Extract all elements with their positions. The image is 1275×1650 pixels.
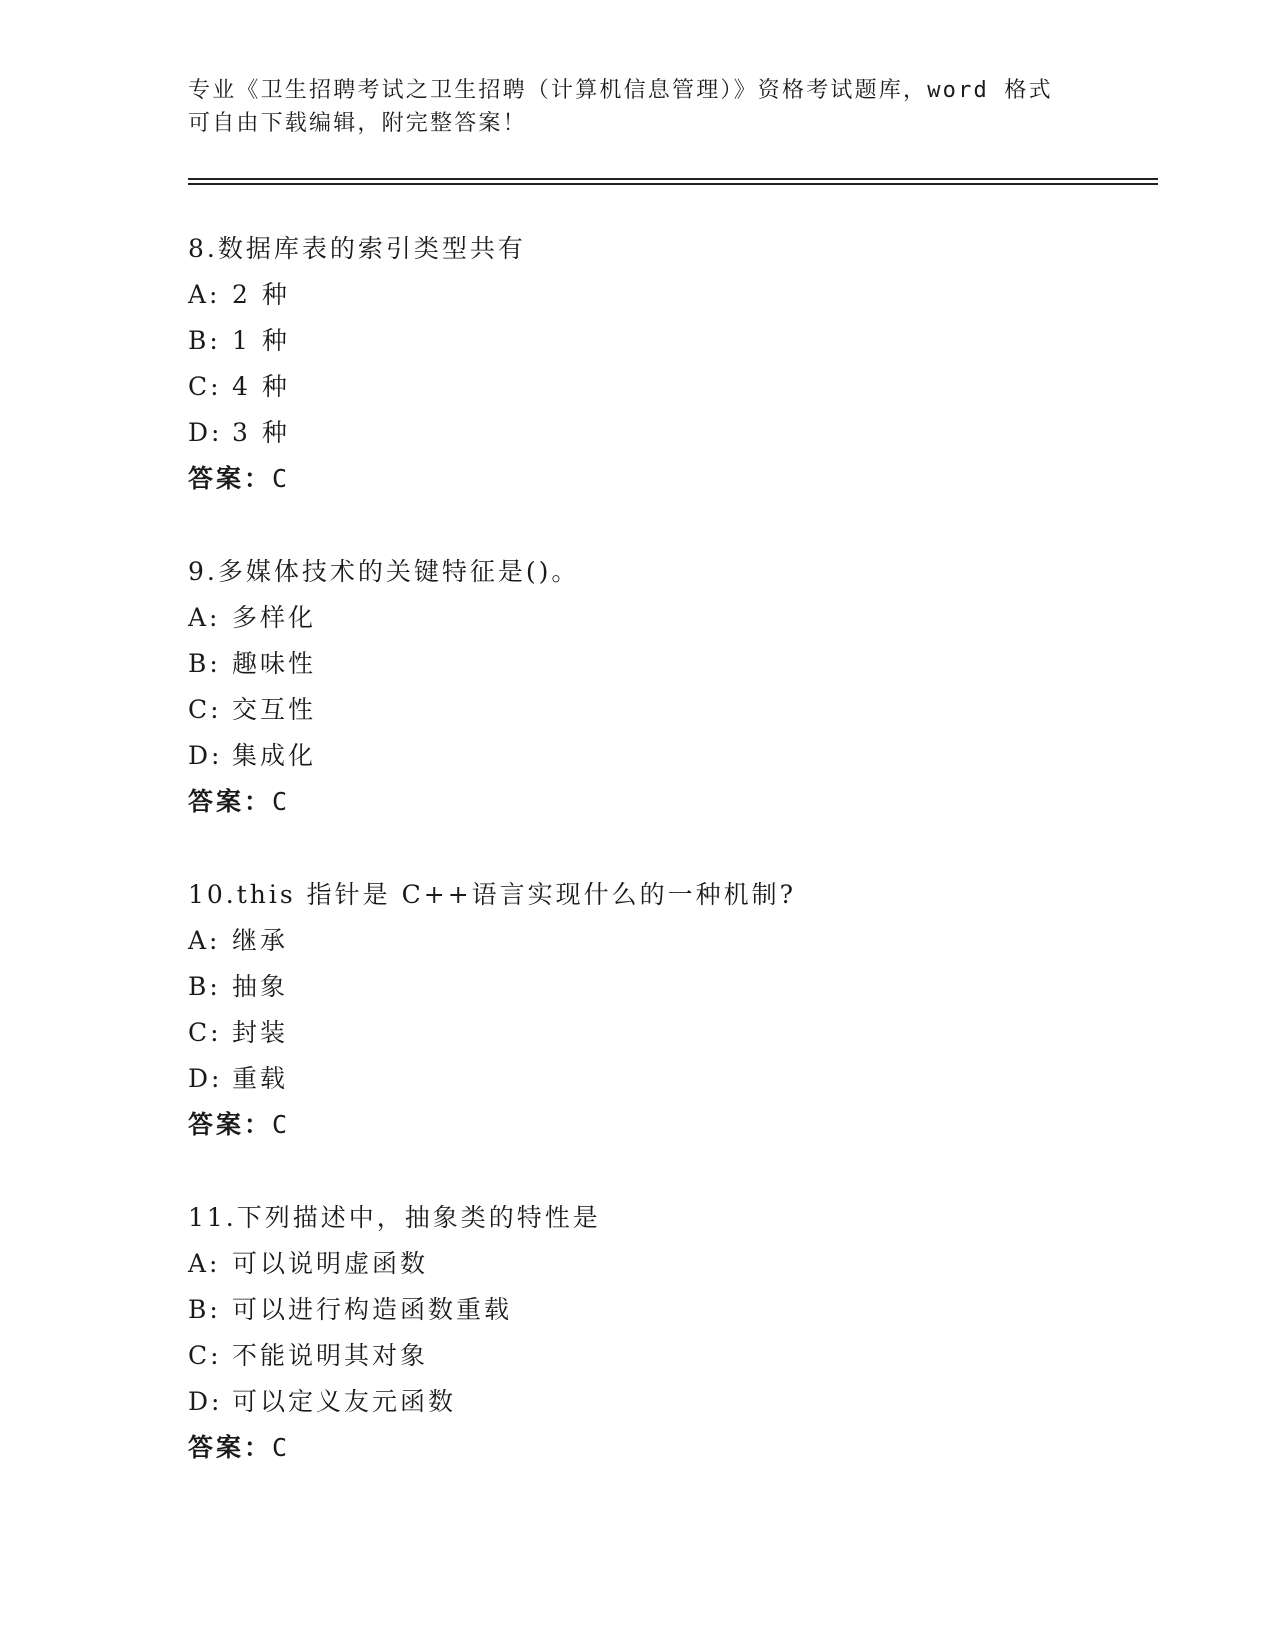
option-text: 集成化 [232,741,317,770]
option-text: 继承 [232,926,289,955]
option-text: 可以说明虚函数 [232,1249,429,1278]
option-letter: D: [188,741,223,770]
option-text: 可以定义友元函数 [232,1387,457,1416]
option-letter: B: [188,649,221,678]
option-text: 交互性 [232,695,317,724]
option-d [188,1056,1148,1102]
option-text: 多样化 [232,603,317,632]
question-stem: 8.数据库表的索引类型共有 [188,234,526,263]
option-b [188,964,1148,1010]
question-stem: 9.多媒体技术的关键特征是()。 [188,557,580,586]
option-text: 2 种 [232,280,290,309]
header-line-2: 可自由下载编辑，附完整答案！ [188,111,527,136]
answer-label: 答案： [188,1433,273,1462]
option-letter: B: [188,326,221,355]
answer-label: 答案： [188,787,273,816]
option-a [188,1241,1148,1287]
option-a [188,595,1148,641]
document-header [188,74,1068,140]
answer-label: 答案： [188,464,273,493]
option-letter: D: [188,1387,223,1416]
option-letter: C: [188,372,222,401]
question-stem: 10.this 指针是 C++语言实现什么的一种机制? [188,880,797,909]
option-b [188,1287,1148,1333]
question-8 [188,226,1148,502]
header-divider-top [188,178,1158,180]
option-d [188,733,1148,779]
option-letter: B: [188,1295,221,1324]
question-stem: 11.下列描述中，抽象类的特性是 [188,1203,601,1232]
answer-value: C [272,1433,291,1462]
option-text: 3 种 [232,418,290,447]
question-9 [188,549,1148,825]
answer-value: C [272,464,291,493]
option-a [188,272,1148,318]
option-letter: A: [188,926,221,955]
answer-value: C [272,787,291,816]
option-b [188,318,1148,364]
option-c [188,1010,1148,1056]
option-text: 封装 [232,1018,289,1047]
option-letter: D: [188,1064,223,1093]
answer-line [188,1102,1148,1148]
option-text: 可以进行构造函数重载 [232,1295,513,1324]
option-c [188,364,1148,410]
option-letter: A: [188,1249,221,1278]
option-letter: C: [188,695,222,724]
option-text: 趣味性 [232,649,317,678]
question-10 [188,872,1148,1148]
option-d [188,1379,1148,1425]
question-11 [188,1195,1148,1471]
option-letter: D: [188,418,223,447]
answer-line [188,779,1148,825]
header-divider-bottom [188,183,1158,185]
option-a [188,918,1148,964]
option-c [188,687,1148,733]
option-letter: A: [188,603,221,632]
option-text: 1 种 [232,326,290,355]
option-letter: C: [188,1018,222,1047]
option-letter: B: [188,972,221,1001]
answer-value: C [272,1110,291,1139]
option-text: 不能说明其对象 [232,1341,429,1370]
option-text: 重载 [232,1064,289,1093]
option-d [188,410,1148,456]
answer-line [188,1425,1148,1471]
answer-label: 答案： [188,1110,273,1139]
option-text: 抽象 [232,972,289,1001]
option-letter: C: [188,1341,222,1370]
answer-line [188,456,1148,502]
option-text: 4 种 [232,372,290,401]
option-c [188,1333,1148,1379]
header-line-1: 专业《卫生招聘考试之卫生招聘（计算机信息管理）》资格考试题库，word 格式 [188,78,1053,103]
option-letter: A: [188,280,221,309]
option-b [188,641,1148,687]
